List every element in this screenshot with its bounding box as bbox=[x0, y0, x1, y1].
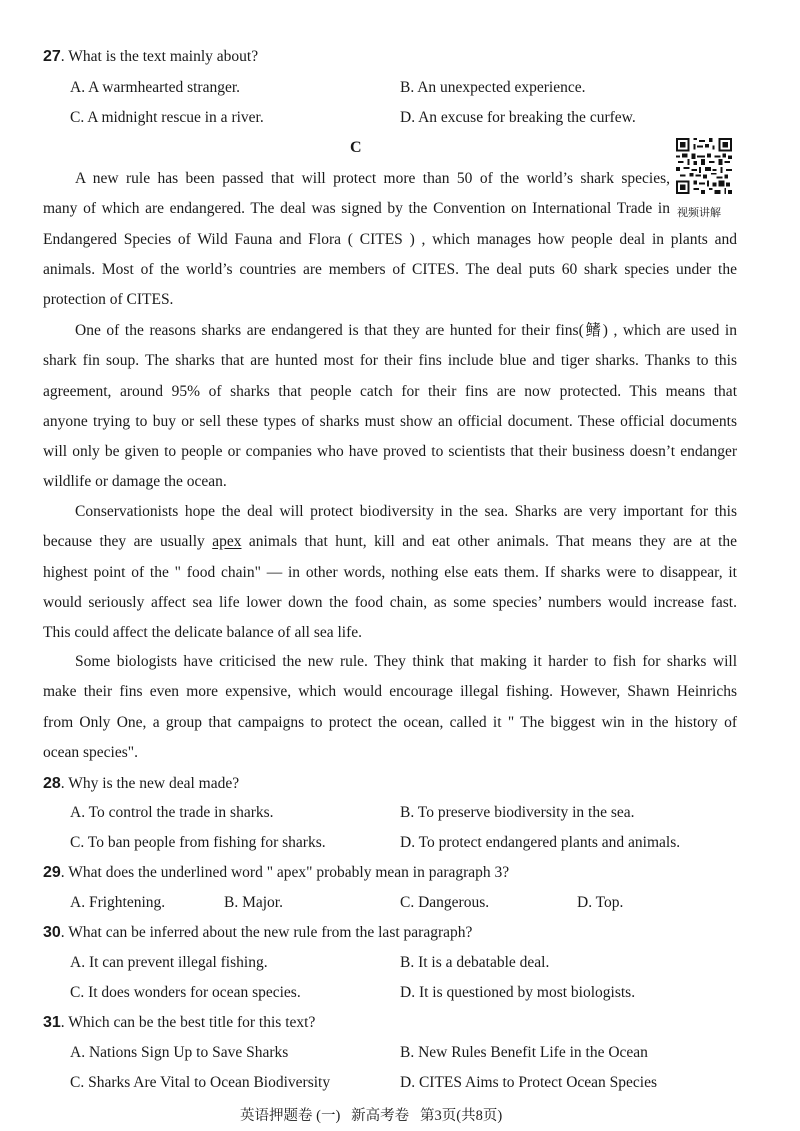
paragraph-line: wildlife or damage the ocean. bbox=[43, 473, 227, 491]
option-d: D. It is questioned by most biologists. bbox=[400, 984, 636, 1001]
option-a: A. Nations Sign Up to Save Sharks bbox=[70, 1044, 289, 1061]
option-a: A. A warmhearted stranger. bbox=[70, 79, 241, 96]
option-c: C. It does wonders for ocean species. bbox=[70, 984, 301, 1001]
page-footer: 英语押题卷 (一) 新高考卷 第3页(共8页) bbox=[240, 1108, 503, 1124]
question-30 bbox=[43, 924, 472, 942]
underlined-word-apex: apex bbox=[212, 533, 242, 551]
paragraph-line: protection of CITES. bbox=[43, 291, 174, 309]
question-number: 27 bbox=[43, 48, 61, 65]
option-b: B. To preserve biodiversity in the sea. bbox=[400, 804, 635, 821]
option-b: B. An unexpected experience. bbox=[400, 79, 586, 96]
question-text: . Which can be the best title for this text? bbox=[60, 1014, 316, 1031]
paragraph-line: A new rule has been passed that will protect more than 50 of the world’s shark species, bbox=[75, 170, 670, 187]
question-text: . What is the text mainly about? bbox=[60, 48, 259, 65]
question-number: 30 bbox=[43, 924, 61, 941]
paragraph-line: many of which are endangered. The deal was signed by the Convention on International Trade in bbox=[43, 200, 670, 218]
question-text: . What does the underlined word " apex" probably mean in paragraph 3? bbox=[60, 864, 510, 881]
question-27 bbox=[43, 48, 258, 66]
paragraph-line: One of the reasons sharks are endangered is that they are hunted for their fins(鳍) , which are used in bbox=[75, 322, 737, 339]
option-d: D. Top. bbox=[577, 894, 624, 911]
option-a: A. To control the trade in sharks. bbox=[70, 804, 274, 821]
paragraph-line: Endangered Species of Wild Fauna and Flora ( CITES ) , which manages how people deal in plants and bbox=[43, 230, 737, 248]
option-b: B. Major. bbox=[224, 894, 283, 911]
paragraph-line: Conservationists hope the deal will protect biodiversity in the sea. Sharks are very important for this bbox=[75, 503, 737, 520]
question-number: 29 bbox=[43, 864, 61, 881]
question-text: . What can be inferred about the new rule from the last paragraph? bbox=[60, 924, 473, 941]
question-text: . Why is the new deal made? bbox=[60, 775, 240, 792]
paragraph-1 bbox=[43, 164, 737, 315]
option-c: C. To ban people from fishing for sharks. bbox=[70, 834, 326, 851]
paragraph-line: Some biologists have criticised the new rule. They think that making it harder to fish for sharks will bbox=[75, 653, 737, 670]
paragraph-line: ocean species". bbox=[43, 743, 138, 761]
paragraph-line: from Only One, a group that campaigns to protect the ocean, called it " The biggest win in the history of bbox=[43, 713, 737, 731]
question-31 bbox=[43, 1014, 315, 1032]
option-c: C. Dangerous. bbox=[400, 894, 490, 911]
question-29 bbox=[43, 864, 509, 882]
question-28 bbox=[43, 775, 239, 793]
paragraph-line: would seriously affect sea life lower down the food chain, as some species’ numbers would increase fast. bbox=[43, 593, 737, 611]
question-number: 31 bbox=[43, 1014, 61, 1031]
paragraph-line: shark fin soup. The sharks that are hunted most for their fins include blue and tiger sharks. Thanks to this bbox=[43, 352, 737, 370]
option-c: C. Sharks Are Vital to Ocean Biodiversity bbox=[70, 1074, 331, 1091]
option-b: B. New Rules Benefit Life in the Ocean bbox=[400, 1044, 648, 1061]
option-d: D. An excuse for breaking the curfew. bbox=[400, 109, 636, 126]
paragraph-line: anyone trying to buy or sell these types of sharks must show an official document. These official documents bbox=[43, 412, 737, 430]
section-heading: C bbox=[350, 139, 362, 156]
paragraph-line: will only be given to people or companies who have proved to scientists that their business doesn’t endanger bbox=[43, 443, 737, 461]
paragraph-line: agreement, around 95% of sharks that people catch for their fins are now protected. This means that bbox=[43, 382, 737, 400]
paragraph-line: highest point of the " food chain" — in other words, nothing else eats them. If sharks were to disappear, it bbox=[43, 563, 737, 581]
paragraph-4 bbox=[43, 647, 737, 768]
paragraph-line: because they are usually apex animals that hunt, kill and eat other animals. That means they are at the bbox=[43, 533, 738, 551]
paragraph-line: make their fins even more expensive, which would encourage illegal fishing. However, Shawn Heinrichs bbox=[43, 683, 737, 701]
paragraph-line: This could affect the delicate balance of all sea life. bbox=[43, 624, 363, 642]
qr-caption: 视频讲解 bbox=[677, 206, 721, 219]
question-number: 28 bbox=[43, 775, 61, 792]
paragraph-2 bbox=[43, 316, 737, 498]
option-b: B. It is a debatable deal. bbox=[400, 954, 550, 971]
paragraph-3 bbox=[43, 497, 737, 648]
paragraph-line: animals. Most of the world’s countries are members of CITES. The deal puts 60 shark species under the bbox=[43, 260, 737, 278]
option-d: D. To protect endangered plants and animals. bbox=[400, 834, 681, 851]
option-a: A. Frightening. bbox=[70, 894, 166, 911]
option-c: C. A midnight rescue in a river. bbox=[70, 109, 264, 126]
option-d: D. CITES Aims to Protect Ocean Species bbox=[400, 1074, 657, 1091]
option-a: A. It can prevent illegal fishing. bbox=[70, 954, 268, 971]
